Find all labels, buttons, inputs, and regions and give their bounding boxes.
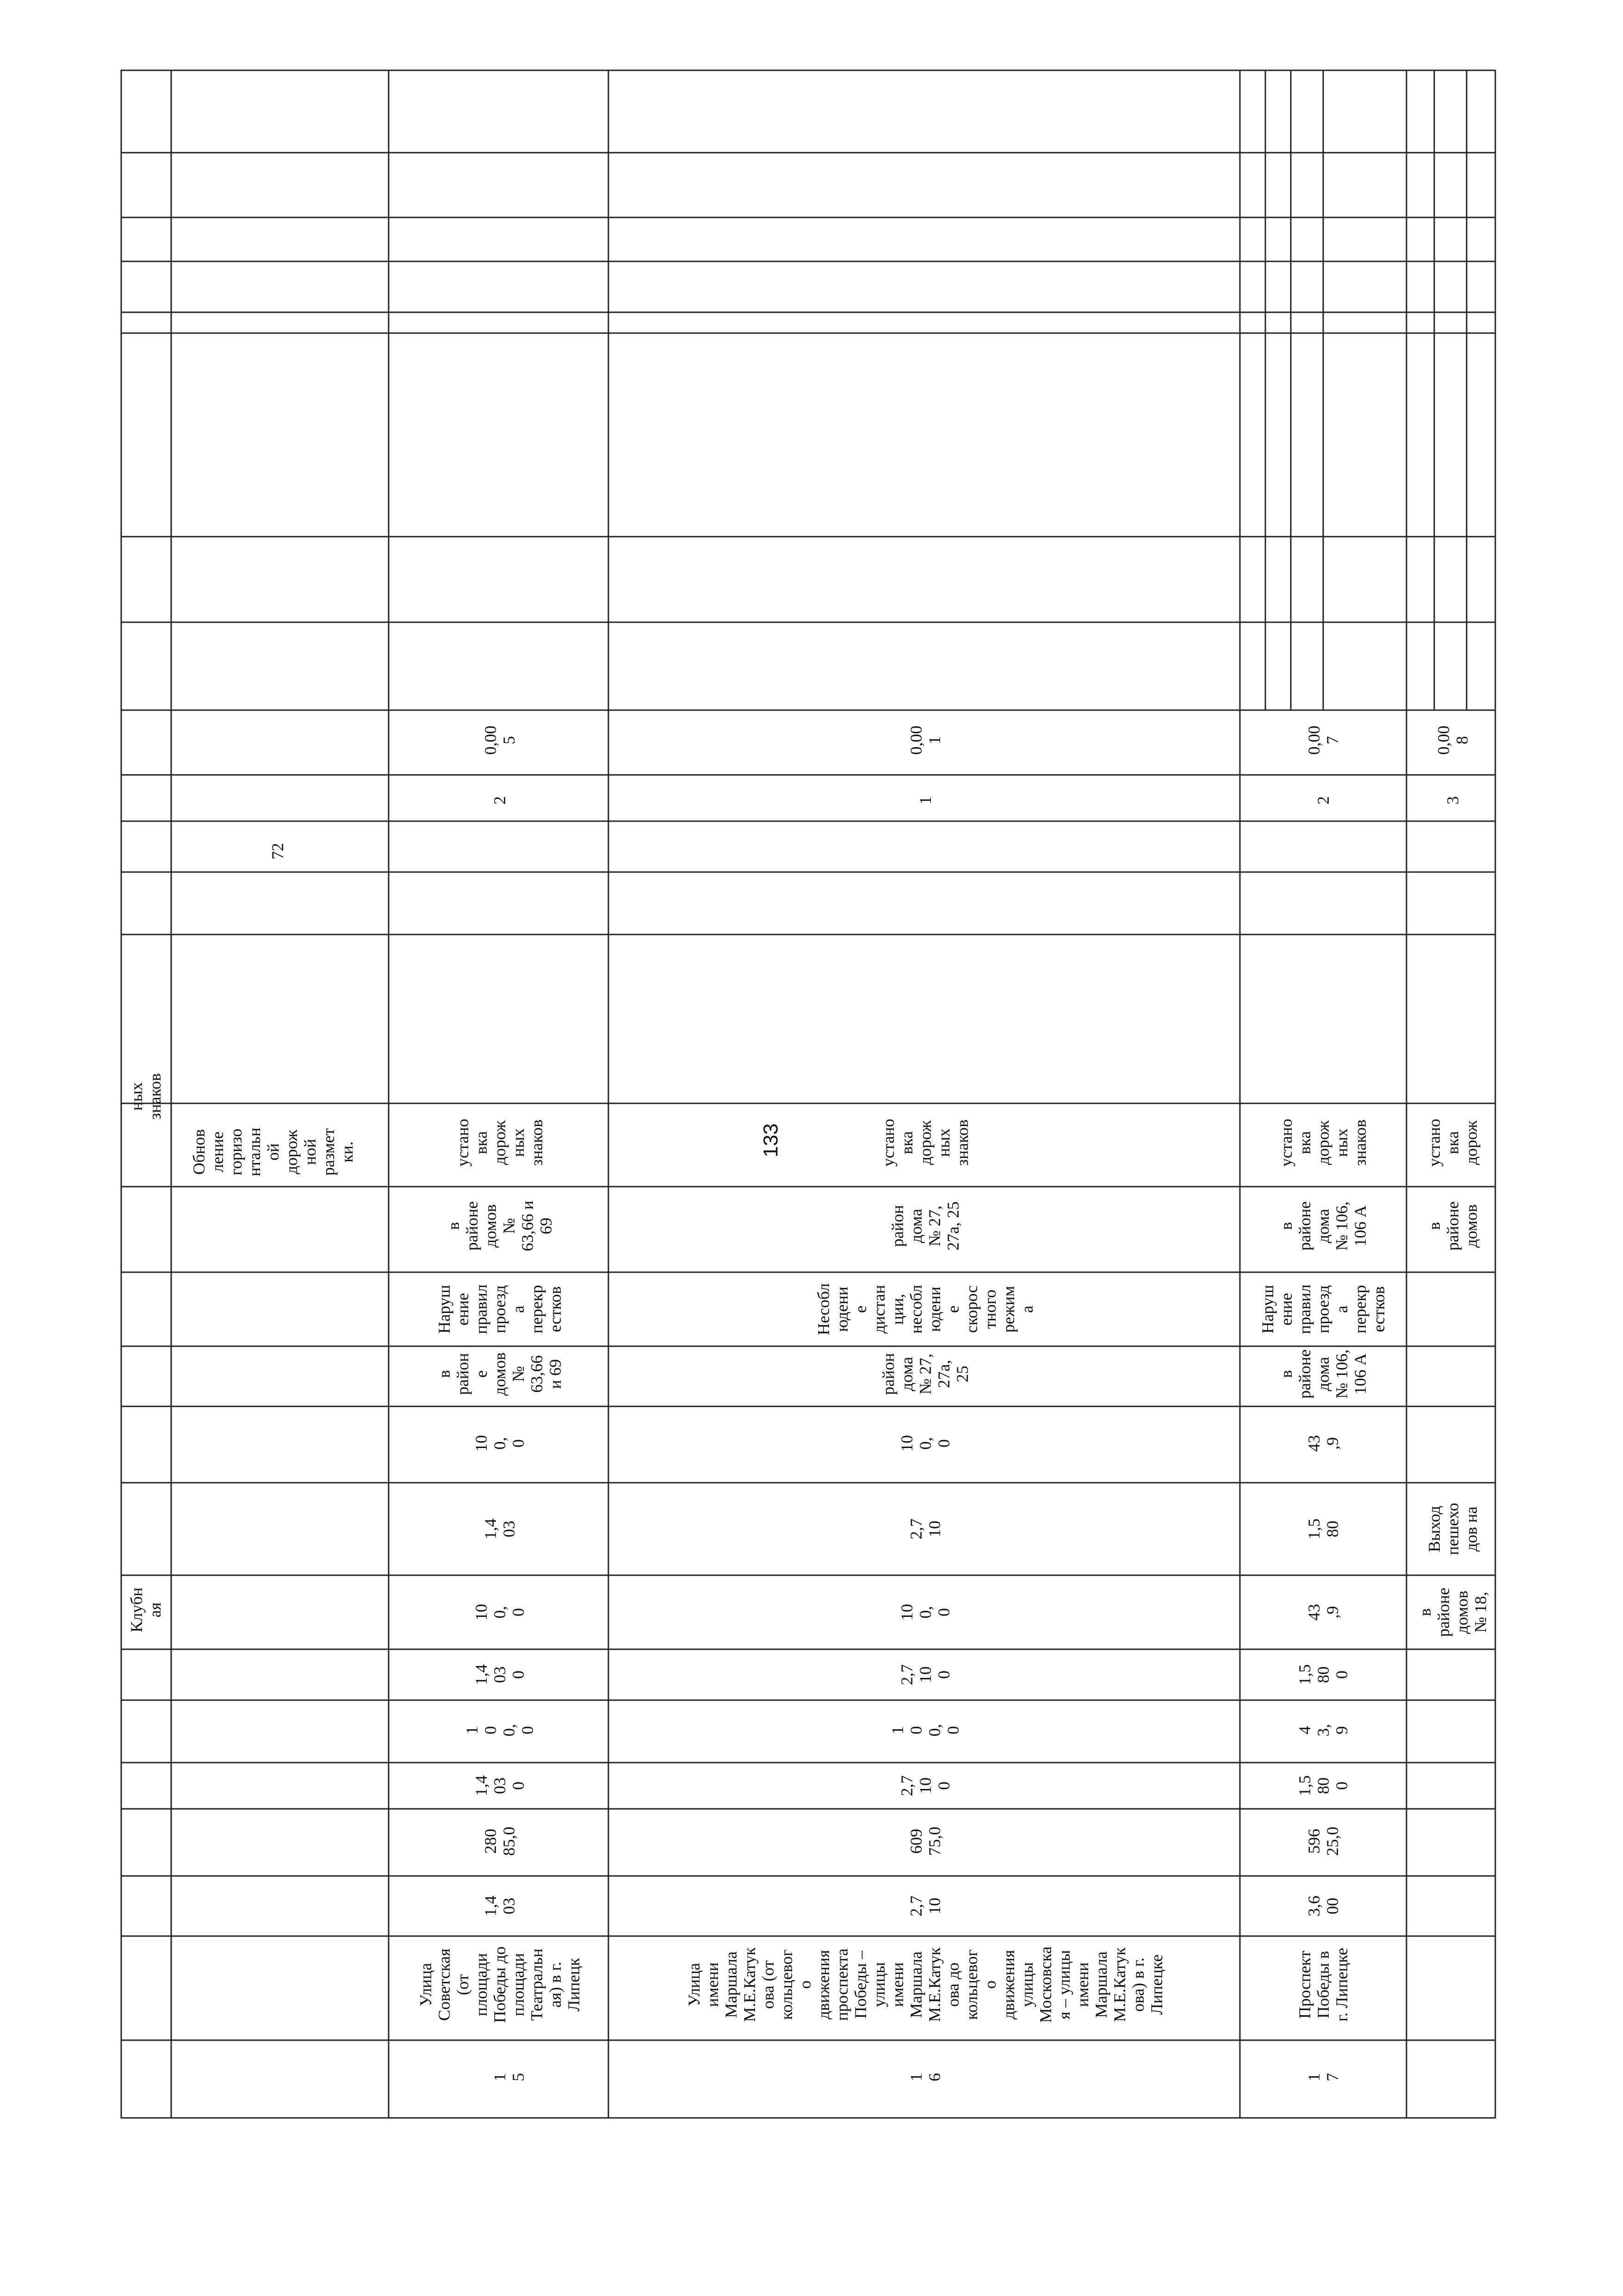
coefficient: 0,00 1 xyxy=(907,725,944,755)
location: район дома № 27, 27а, 25 xyxy=(888,1201,962,1250)
location: в районе дома № 106, 106 А xyxy=(1277,1349,1369,1399)
count: 2 xyxy=(1314,796,1332,805)
value-cell: 10 0, 0 xyxy=(898,1435,953,1452)
value-cell: 1,5 80 xyxy=(1305,1518,1342,1540)
value-cell: 4 3, 9 xyxy=(1295,1724,1351,1737)
value-cell: 2,7 10 0 xyxy=(898,1664,953,1685)
location: район дома № 27, 27а, 25 xyxy=(879,1353,972,1395)
measure: устано вка дорож ных знаков xyxy=(879,1119,972,1167)
measure: устано вка дорож xyxy=(1425,1119,1481,1167)
value-cell: 1,5 80 0 xyxy=(1295,1775,1351,1796)
road-length: 2,7 10 xyxy=(907,1895,944,1917)
row-number: 1 7 xyxy=(1305,2073,1342,2081)
value-cell: 1,4 03 0 xyxy=(472,1775,527,1796)
road-name: Проспект Победы в г. Липецке xyxy=(1295,1948,1351,2022)
value-cell: 2,7 10 xyxy=(907,1518,944,1540)
measure: устано вка дорож ных знаков xyxy=(1277,1119,1369,1167)
issue: Наруш ение правил проезд а перекр естков xyxy=(435,1284,564,1334)
road-area: 596 25,0 xyxy=(1305,1826,1342,1856)
road-length: 3,6 00 xyxy=(1305,1895,1342,1917)
issue: Несобл юдени е дистан ции, несобл юдени е скорос тного режим а xyxy=(814,1283,1036,1336)
location: в районе дома № 106, 106 А xyxy=(1277,1201,1369,1251)
value-cell: 1,5 80 0 xyxy=(1295,1664,1351,1685)
value-cell: 43 ,9 xyxy=(1305,1435,1342,1452)
header-72-text: 72 xyxy=(268,843,287,860)
count: 1 xyxy=(916,796,935,805)
issue: Выход пешехо дов на xyxy=(1425,1503,1481,1555)
row-number: 1 5 xyxy=(490,2073,527,2081)
value-cell: 1,4 03 xyxy=(481,1518,518,1540)
value-cell: 43 ,9 xyxy=(1305,1604,1342,1621)
road-name: Улица Советская (от площади Победы до площади Театральн ая) в г. Липецк xyxy=(416,1946,583,2023)
road-area: 280 85,0 xyxy=(481,1826,518,1856)
value-cell: 1 0 0, 0 xyxy=(888,1724,962,1737)
value-cell: 10 0, 0 xyxy=(472,1435,527,1452)
location: в районе домов № 63,66 и 69 xyxy=(444,1201,555,1251)
location: в районе домов xyxy=(1425,1201,1481,1251)
header-znakov-text: ных знаков xyxy=(127,1073,164,1120)
header-obnovlenie-text: Обнов ление горизо нтальн ой дорож ной размет ки. xyxy=(190,1127,356,1176)
measure: устано вка дорож ных знаков xyxy=(453,1119,546,1167)
value-cell: 10 0, 0 xyxy=(472,1604,527,1621)
coefficient: 0,00 5 xyxy=(481,725,518,755)
value-cell: 1,4 03 0 xyxy=(472,1664,527,1685)
road-area: 609 75,0 xyxy=(907,1826,944,1856)
issue: Наруш ение правил проезд а перекр естков xyxy=(1258,1284,1388,1334)
coefficient: 0,00 7 xyxy=(1305,725,1342,755)
value-cell: 2,7 10 0 xyxy=(898,1775,953,1796)
count: 2 xyxy=(490,796,509,805)
count: 3 xyxy=(1443,796,1462,805)
value-cell: 1 0 0, 0 xyxy=(463,1724,537,1737)
road-name: Улица имени Маршала М.Е.Катук ова (от кольцевог о движения проспекта Победы – улицы имени Маршала М.Е.Катук ова до кольцевог о движения улицы Московска я – улицы имени Маршала М.Е.Катук ова) в г. Липецке xyxy=(685,1946,1166,2023)
location: в район е домов № 63,66 и 69 xyxy=(435,1352,564,1396)
coefficient: 0,00 8 xyxy=(1434,725,1471,755)
road-length: 1,4 03 xyxy=(481,1895,518,1917)
row-number: 1 6 xyxy=(907,2073,944,2081)
location: в районе домов № 18, xyxy=(1416,1587,1490,1637)
page-number: 133 xyxy=(759,1123,782,1157)
value-cell: 10 0, 0 xyxy=(898,1604,953,1621)
header-kluban-text: Клубн ая xyxy=(127,1587,164,1633)
